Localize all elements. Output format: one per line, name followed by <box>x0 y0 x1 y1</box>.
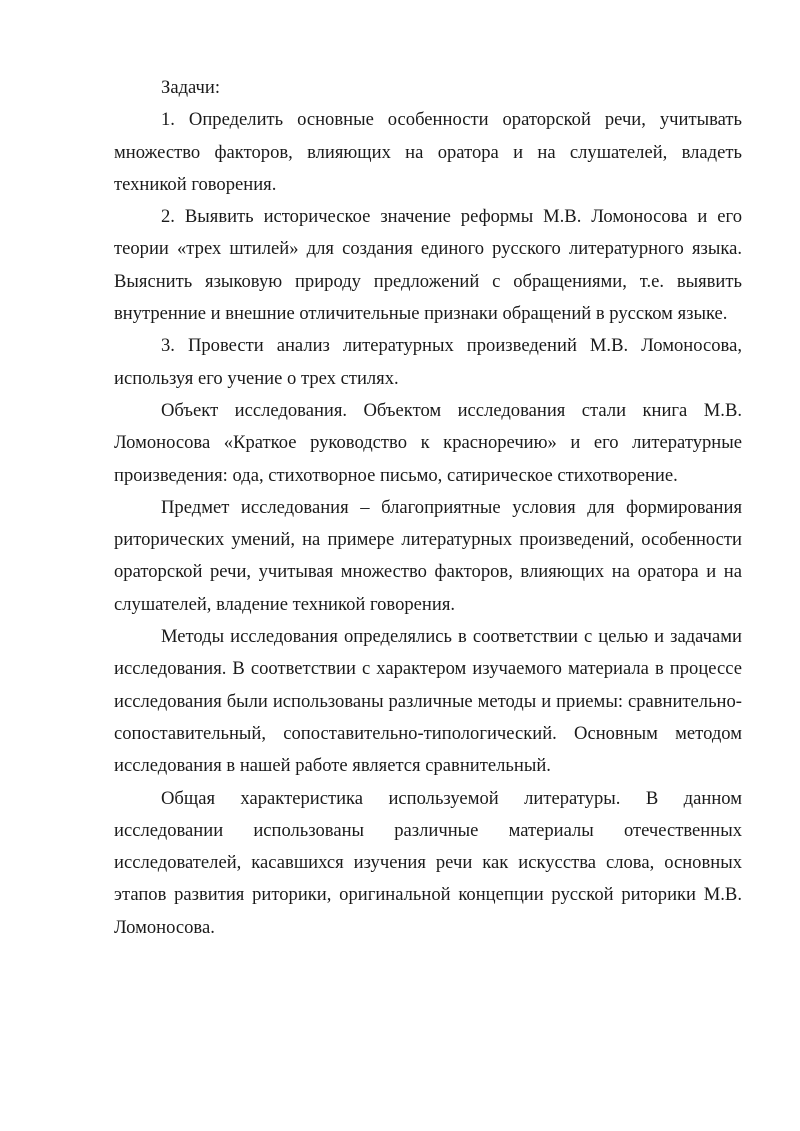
task-3-paragraph: 3. Провести анализ литературных произведений М.В. Ломоносова, используя его учение о трех стилях. <box>114 335 742 389</box>
research-object-paragraph: Объект исследования. Объектом исследования стали книга М.В. Ломоносова «Краткое руководство к красноречию» и его литературные произведения: ода, стихотворное письмо, сатирическое стихотворение. <box>114 399 742 486</box>
task-2-paragraph: 2. Выявить историческое значение реформы М.В. Ломоносова и его теории «трех штилей» для создания единого русского литературного языка. Выяснить языковую природу предложений с обращениями, т.е. выявить внутренние и внешние отличительные признаки обращений в русском языке. <box>114 206 742 325</box>
research-methods-paragraph: Методы исследования определялись в соответствии с целью и задачами исследования. В соответствии с характером изучаемого материала в процессе исследования были использованы различные методы и приемы: сравнительно-сопоставительный, сопоставительно-типологический. Основным методом исследования в нашей работе является сравнительный. <box>114 626 742 777</box>
tasks-heading: Задачи: <box>161 77 221 98</box>
research-subject-paragraph: Предмет исследования – благоприятные условия для формирования риторических умений, на примере литературных произведений, особенности ораторской речи, учитывая множество факторов, влияющих на оратора и на слушателей, владение техникой говорения. <box>114 496 742 615</box>
task-1-paragraph: 1. Определить основные особенности ораторской речи, учитывать множество факторов, влияющих на оратора и на слушателей, владеть техникой говорения. <box>114 109 742 195</box>
literature-overview-paragraph: Общая характеристика используемой литературы. В данном исследовании использованы различные материалы отечественных исследователей, касавшихся изучения речи как искусства слова, основных этапов развития риторики, оригинальной концепции русской риторики М.В. Ломоносова. <box>114 787 742 938</box>
document-body <box>114 72 742 944</box>
